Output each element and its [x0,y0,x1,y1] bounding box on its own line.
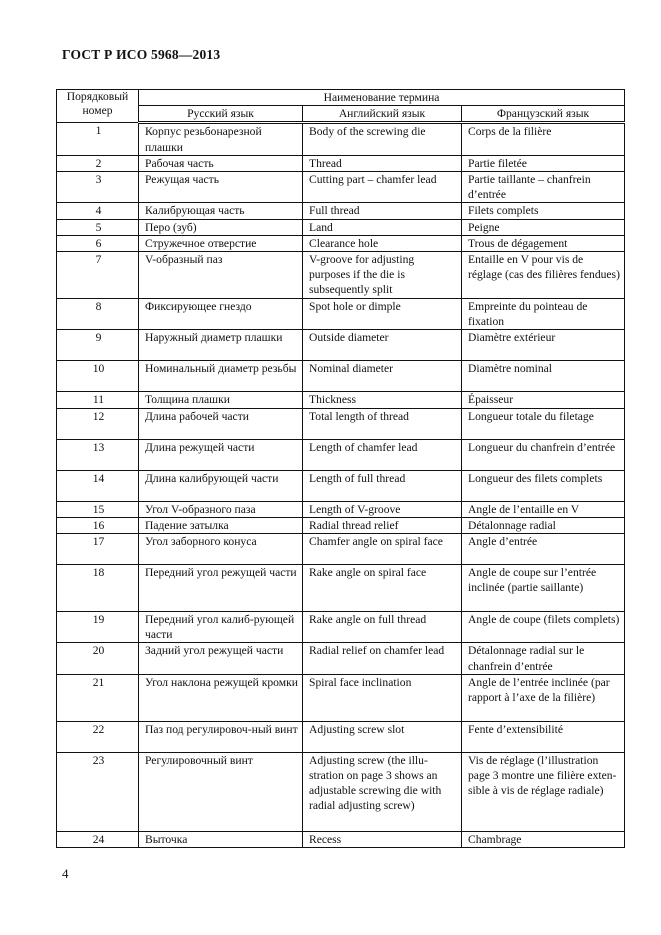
term-french: Longueur du chanfrein d’entrée [462,439,625,470]
row-number: 18 [57,565,139,612]
term-french: Empreinte du pointeau de fixation [462,299,625,330]
term-french: Fente d’extensibilité [462,721,625,752]
term-english: Chamfer angle on spiral face [303,534,462,565]
row-number: 12 [57,408,139,439]
row-number: 7 [57,252,139,299]
term-english: Nominal diameter [303,361,462,392]
term-russian: Наружный диаметр плашки [139,330,303,361]
row-number: 11 [57,392,139,408]
row-number: 15 [57,501,139,517]
term-russian: Калибрующая часть [139,203,303,219]
table-row [57,439,625,470]
header-term-name: Наименование термина [139,90,625,106]
term-french: Longueur des filets complets [462,470,625,501]
table-row [57,470,625,501]
header-russian: Русский язык [139,106,303,123]
term-english: Recess [303,831,462,847]
term-english: Rake angle on full thread [303,612,462,643]
row-number: 2 [57,155,139,171]
term-french: Peigne [462,219,625,235]
row-number: 13 [57,439,139,470]
table-row [57,123,625,155]
row-number: 22 [57,721,139,752]
term-russian: Перо (зуб) [139,219,303,235]
terms-table [56,89,625,848]
term-french: Angle de l’entaille en V [462,501,625,517]
document-title: ГОСТ Р ИСО 5968—2013 [62,47,221,62]
term-russian: Паз под регулировоч-ный винт [139,721,303,752]
term-english: Thickness [303,392,462,408]
table-row [57,172,625,203]
term-russian: Длина калибрующей части [139,470,303,501]
table-row [57,235,625,251]
term-russian: Регулировочный винт [139,752,303,831]
table-row [57,361,625,392]
table-row [57,831,625,847]
term-russian: Толщина плашки [139,392,303,408]
term-russian: Корпус резьбонарезной плашки [139,123,303,155]
row-number: 5 [57,219,139,235]
row-number: 3 [57,172,139,203]
term-french: Vis de réglage (l’illustration page 3 montre une filière exten-sible à vis de réglage radiale) [462,752,625,831]
table-row [57,155,625,171]
term-russian: Стружечное отверстие [139,235,303,251]
header-english: Английский язык [303,106,462,123]
term-russian: Передний угол режущей части [139,565,303,612]
term-russian: Падение затылка [139,517,303,533]
row-number: 14 [57,470,139,501]
term-english: Outside diameter [303,330,462,361]
term-russian: Угол V-образного паза [139,501,303,517]
row-number: 19 [57,612,139,643]
term-french: Entaille en V pour vis de réglage (cas des filières fendues) [462,252,625,299]
term-english: Full thread [303,203,462,219]
term-french: Épaisseur [462,392,625,408]
table-row [57,517,625,533]
term-french: Diamètre extérieur [462,330,625,361]
table-row [57,612,625,643]
row-number: 16 [57,517,139,533]
term-english: Length of V-groove [303,501,462,517]
term-english: Cutting part – chamfer lead [303,172,462,203]
term-french: Détalonnage radial [462,517,625,533]
term-russian: Фиксирующее гнездо [139,299,303,330]
term-english: Spiral face inclination [303,674,462,721]
term-french: Longueur totale du filetage [462,408,625,439]
term-french: Détalonnage radial sur le chanfrein d’entrée [462,643,625,674]
header-number: Порядковый номер [57,90,139,123]
term-russian: Угол заборного конуса [139,534,303,565]
table-row [57,299,625,330]
term-english: Adjusting screw slot [303,721,462,752]
table-row [57,501,625,517]
term-english: Rake angle on spiral face [303,565,462,612]
term-russian: Номинальный диаметр резьбы [139,361,303,392]
term-english: Radial thread relief [303,517,462,533]
row-number: 8 [57,299,139,330]
term-russian: Длина рабочей части [139,408,303,439]
row-number: 21 [57,674,139,721]
term-french: Partie filetée [462,155,625,171]
term-english: Total length of thread [303,408,462,439]
term-english: Radial relief on chamfer lead [303,643,462,674]
row-number: 17 [57,534,139,565]
header-french: Французский язык [462,106,625,123]
row-number: 6 [57,235,139,251]
term-french: Filets complets [462,203,625,219]
term-russian: Передний угол калиб-рующей части [139,612,303,643]
page-number: 4 [62,866,69,881]
table-row [57,674,625,721]
table-row [57,203,625,219]
term-russian: Задний угол режущей части [139,643,303,674]
term-french: Angle de coupe sur l’entrée inclinée (partie saillante) [462,565,625,612]
term-english: Body of the screwing die [303,123,462,155]
term-french: Trous de dégagement [462,235,625,251]
table-row [57,252,625,299]
row-number: 9 [57,330,139,361]
term-russian: Рабочая часть [139,155,303,171]
term-russian: Длина режущей части [139,439,303,470]
row-number: 20 [57,643,139,674]
table-row [57,643,625,674]
table-row [57,330,625,361]
term-french: Angle de l’entrée inclinée (par rapport à l’axe de la filière) [462,674,625,721]
term-english: Length of full thread [303,470,462,501]
term-french: Diamètre nominal [462,361,625,392]
term-english: V-groove for adjusting purposes if the die is subsequently split [303,252,462,299]
term-russian: Режущая часть [139,172,303,203]
term-russian: Угол наклона режущей кромки [139,674,303,721]
row-number: 4 [57,203,139,219]
term-english: Adjusting screw (the illu-stration on page 3 shows an adjustable screwing die with radial adjusting screw) [303,752,462,831]
row-number: 1 [57,123,139,155]
term-english: Land [303,219,462,235]
term-french: Angle de coupe (filets complets) [462,612,625,643]
table-row [57,219,625,235]
table-row [57,565,625,612]
term-russian: V-образный паз [139,252,303,299]
table-row [57,408,625,439]
term-french: Corps de la filière [462,123,625,155]
term-french: Angle d’entrée [462,534,625,565]
term-english: Length of chamfer lead [303,439,462,470]
term-french: Chambrage [462,831,625,847]
table-row [57,392,625,408]
term-french: Partie taillante – chanfrein d’entrée [462,172,625,203]
term-english: Thread [303,155,462,171]
term-english: Spot hole or dimple [303,299,462,330]
table-row [57,752,625,831]
row-number: 23 [57,752,139,831]
table-row [57,534,625,565]
term-russian: Выточка [139,831,303,847]
table-row [57,721,625,752]
term-english: Clearance hole [303,235,462,251]
row-number: 24 [57,831,139,847]
row-number: 10 [57,361,139,392]
